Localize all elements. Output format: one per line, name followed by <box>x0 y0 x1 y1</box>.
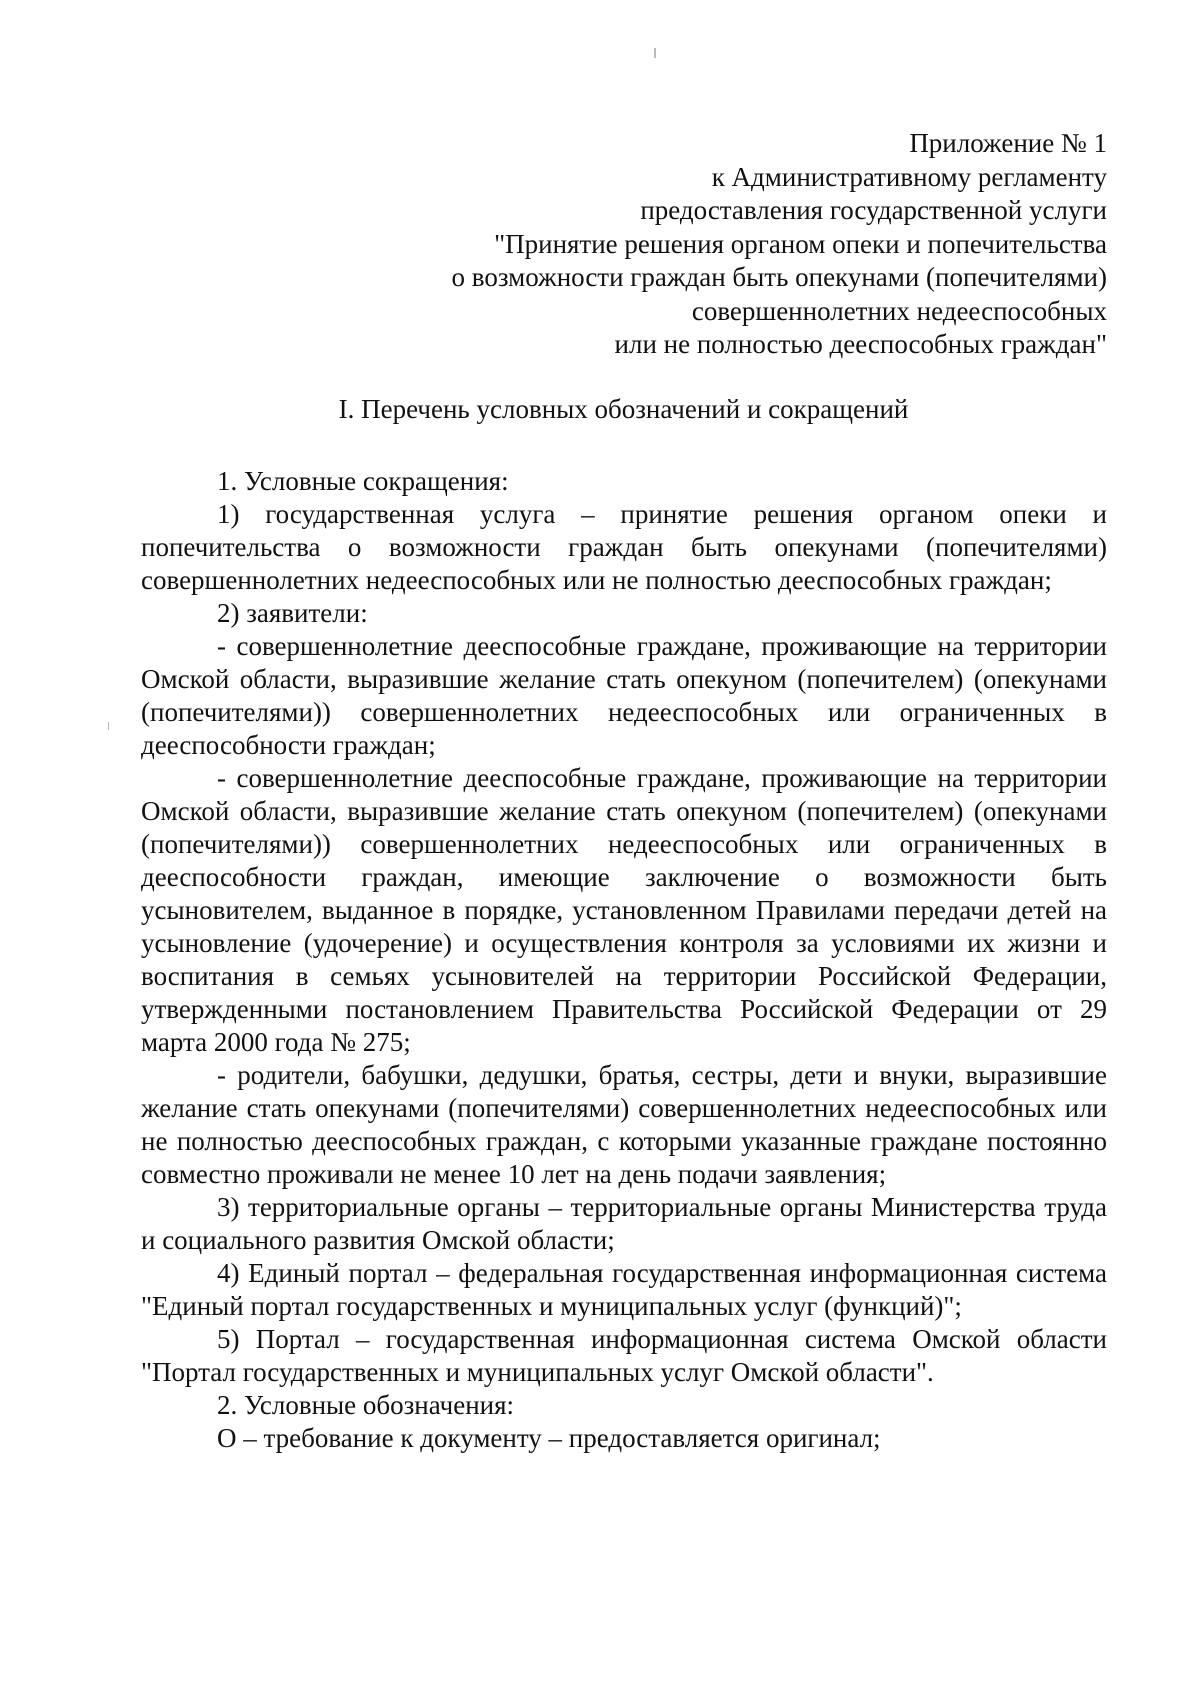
appendix-header <box>347 127 1107 362</box>
section-title: I. Перечень условных обозначений и сокращений <box>338 394 909 424</box>
header-line: Приложение № 1 <box>909 128 1107 158</box>
paragraph-state-service: 1) государственная услуга – принятие решения органом опеки и попечительства о возможности граждан быть опекунами (попечителями) совершеннолетних недееспособных или не полностью дееспособных граждан; <box>141 499 1107 595</box>
paragraph-applicants-3: - родители, бабушки, дедушки, братья, сестры, дети и внуки, выразившие желание стать опекунами (попечителями) совершеннолетних недееспособных или не полностью дееспособных граждан, с которыми указанные граждане постоянно совместно проживали не менее 10 лет на день подачи заявления; <box>141 1060 1107 1189</box>
paragraph-applicants-1: - совершеннолетние дееспособные граждане, проживающие на территории Омской области, выразившие желание стать опекуном (попечителем) (опекунами (попечителями)) совершеннолетних недееспособных или ограниченных в дееспособности граждан; <box>141 631 1107 760</box>
scan-artifact <box>108 722 109 730</box>
scan-artifact <box>654 48 656 58</box>
paragraph-symbols-heading: 2. Условные обозначения: <box>217 1390 515 1420</box>
paragraph-symbol-original: О – требование к документу – предоставляется оригинал; <box>217 1423 881 1453</box>
header-line: предоставления государственной услуги <box>640 195 1107 225</box>
paragraph-applicants-heading: 2) заявители: <box>217 598 368 628</box>
header-line: совершеннолетних недееспособных <box>691 295 1107 326</box>
header-line: к Административному регламенту <box>711 161 1107 192</box>
paragraph-unified-portal: 4) Единый портал – федеральная государственная информационная система "Единый портал государственных и муниципальных услуг (функций)"; <box>141 1258 1107 1321</box>
paragraph-territorial-bodies: 3) территориальные органы – территориальные органы Министерства труда и социального развития Омской области; <box>141 1192 1107 1255</box>
header-line: или не полностью дееспособных граждан" <box>614 329 1107 359</box>
paragraph-applicants-2: - совершеннолетние дееспособные граждане, проживающие на территории Омской области, выразившие желание стать опекуном (попечителем) (опекунами (попечителями)) совершеннолетних недееспособных или ограниченных в дееспособности граждан, имеющие заключение о возможности быть усыновителем, выданное в порядке, установленном Правилами передачи детей на усыновление (удочерение) и осуществления контроля за условиями их жизни и воспитания в семьях усыновителей на территории Российской Федерации, утвержденными постановлением Правительства Российской Федерации от 29 марта 2000 года № 275; <box>141 763 1107 1057</box>
document-body <box>141 465 1107 1455</box>
paragraph-abbreviations-heading: 1. Условные сокращения: <box>217 466 509 496</box>
paragraph-portal: 5) Портал – государственная информационная система Омской области "Портал государственных и муниципальных услуг Омской области". <box>141 1324 1107 1387</box>
header-line: о возможности граждан быть опекунами (попечителями) <box>451 262 1107 292</box>
header-line: "Принятие решения органом опеки и попечительства <box>494 228 1107 259</box>
